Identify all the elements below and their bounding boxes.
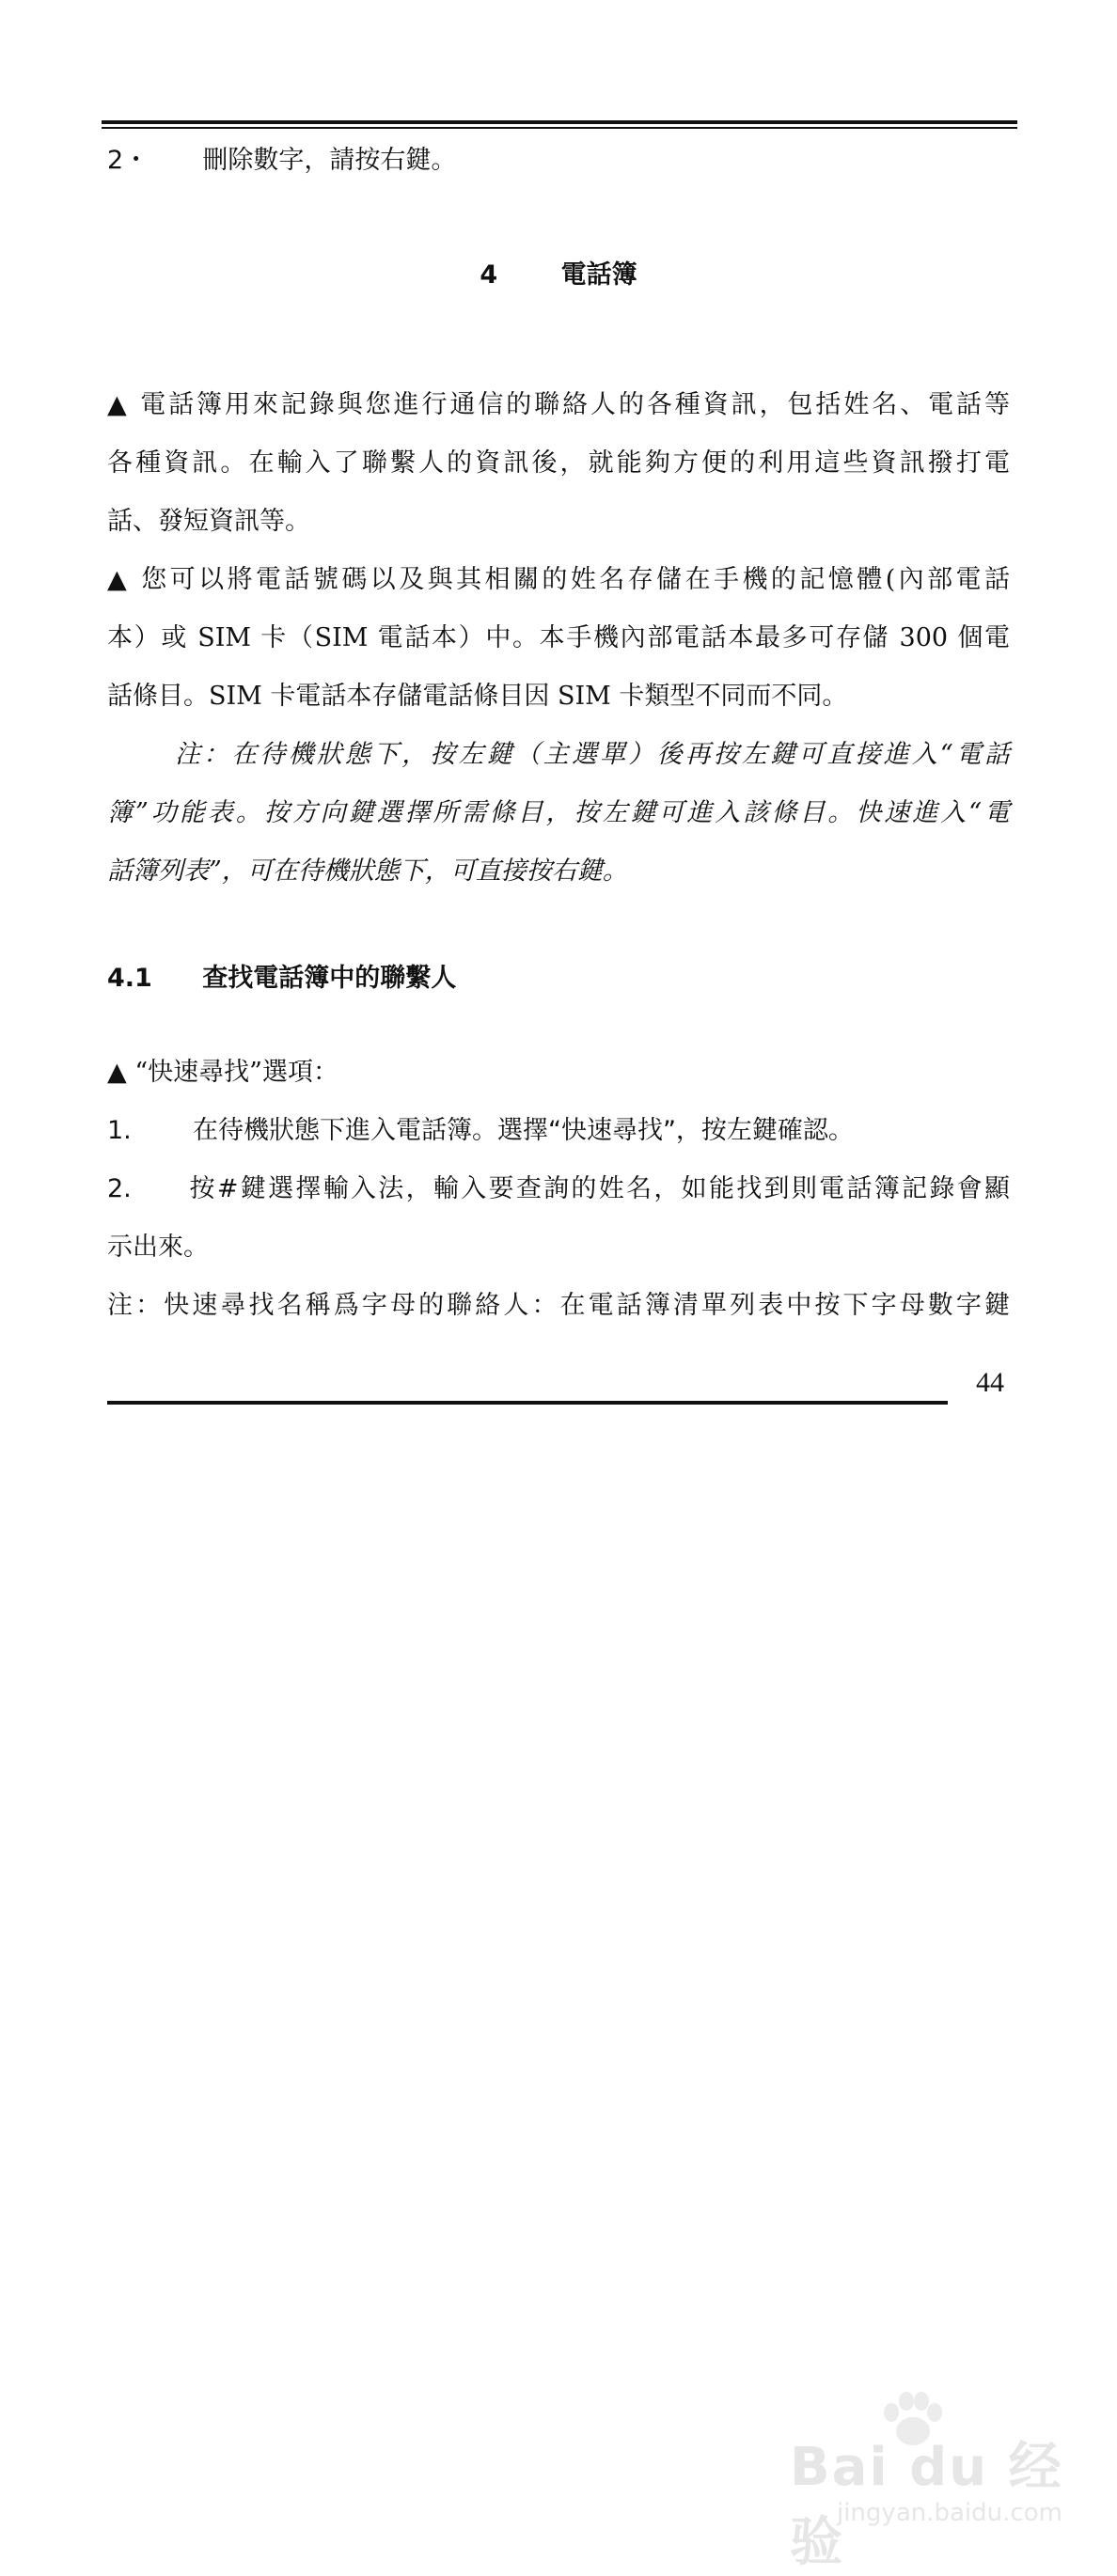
chapter-heading xyxy=(0,254,1117,291)
chapter-number: 4 xyxy=(480,260,498,290)
section-heading xyxy=(107,957,456,994)
list-item-continued: 示出來。 xyxy=(107,1233,209,1262)
chapter-title: 電話簿 xyxy=(560,260,637,290)
list-item xyxy=(107,1160,1010,1218)
paragraph-line: ▲ 您可以將電話號碼以及與其相關的姓名存儲在手機的記憶體(內部電話 xyxy=(107,565,1010,594)
section-number: 4.1 xyxy=(107,964,152,993)
item-number: 2・ xyxy=(107,146,149,175)
note-line: 簿”功能表。按方向鍵選擇所需條目，按左鍵可進入該條目。快速進入“電 xyxy=(107,798,1010,827)
page-number: 44 xyxy=(976,1367,1004,1398)
watermark-logo: Bai du 经验 xyxy=(790,2437,1063,2573)
section-title: 查找電話簿中的聯繫人 xyxy=(202,964,457,993)
item-text: 按#鍵選擇輸入法，輸入要查詢的姓名，如能找到則電話簿記錄會顯 xyxy=(189,1174,1010,1203)
watermark-url: jingyan.baidu.com xyxy=(837,2499,1062,2527)
item-number: 2. xyxy=(107,1174,132,1203)
list-item xyxy=(107,1102,1010,1160)
paragraph-line: 本）或 SIM 卡（SIM 電話本）中。本手機內部電話本最多可存儲 300 個電 xyxy=(107,623,1010,652)
quick-find-note: 注：快速尋找名稱爲字母的聯絡人：在電話簿清單列表中按下字母數字鍵 xyxy=(107,1291,1010,1320)
header-rule xyxy=(102,120,1017,129)
delete-digit-item xyxy=(107,132,1010,190)
item-number: 1. xyxy=(107,1116,132,1145)
paragraph-line: 話條目。SIM 卡電話本存儲電話條目因 SIM 卡類型不同而不同。 xyxy=(107,682,848,711)
paragraph-line: 各種資訊。在輸入了聯繫人的資訊後，就能夠方便的利用這些資訊撥打電 xyxy=(107,448,1010,478)
paragraph-line: ▲ 電話簿用來記錄與您進行通信的聯絡人的各種資訊，包括姓名、電話等 xyxy=(107,390,1010,419)
item-text: 在待機狀態下進入電話簿。選擇“快速尋找”，按左鍵確認。 xyxy=(192,1116,854,1145)
footer-rule xyxy=(107,1401,948,1405)
note-line: 注：在待機狀態下，按左鍵（主選單）後再按左鍵可直接進入“電話 xyxy=(175,740,1010,769)
note-line: 話簿列表”，可在待機狀態下，可直接按右鍵。 xyxy=(107,856,628,886)
quick-find-heading: ▲ “快速尋找”選項： xyxy=(107,1058,338,1087)
baidu-watermark xyxy=(790,2426,1072,2573)
paragraph-line: 話、發短資訊等。 xyxy=(107,507,310,536)
item-text: 刪除數字，請按右鍵。 xyxy=(202,146,457,175)
